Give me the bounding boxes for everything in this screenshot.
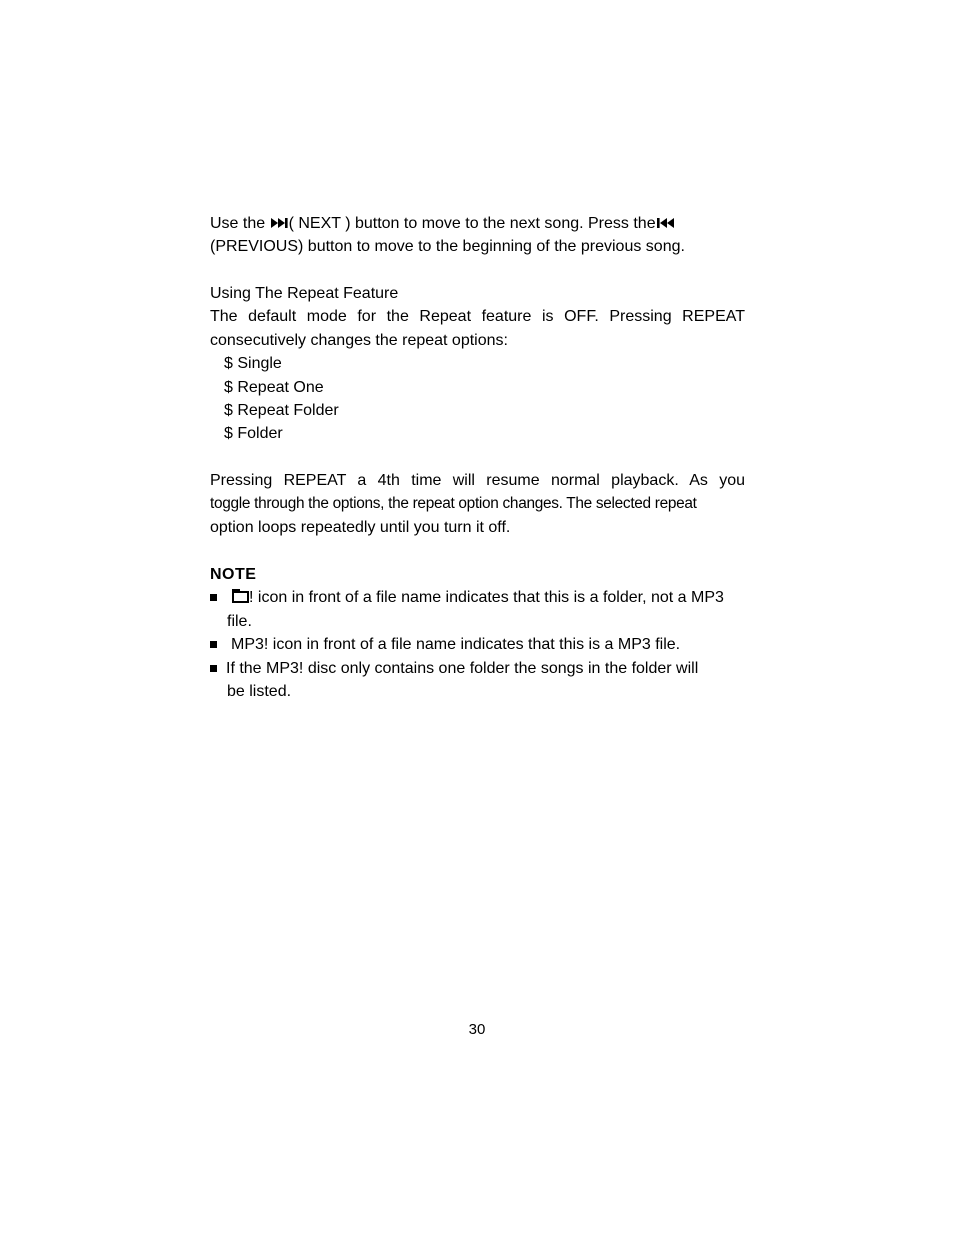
repeat-option-repeat-one: $ Repeat One xyxy=(224,378,324,396)
navigation-text-start: Use the xyxy=(210,215,266,232)
skip-next-icon xyxy=(270,213,289,236)
repeat-section xyxy=(210,282,745,446)
repeat-option-folder: $ Folder xyxy=(224,425,283,443)
resume-line-1: Pressing REPEAT a 4th time will resume normal playback. As you xyxy=(210,472,745,489)
resume-line-2: toggle through the options, the repeat option changes. The selected repeat xyxy=(210,495,697,513)
repeat-line-1: The default mode for the Repeat feature is OFF. Pressing REPEAT xyxy=(210,308,745,326)
repeat-option-repeat-folder: $ Repeat Folder xyxy=(224,401,339,419)
navigation-line-2: (PREVIOUS) button to move to the beginning of the previous song. xyxy=(210,238,685,256)
note-item-mp3 xyxy=(210,633,745,656)
repeat-heading: Using The Repeat Feature xyxy=(210,285,399,302)
navigation-line-1 xyxy=(210,212,745,235)
page-number: 30 xyxy=(468,1021,486,1038)
square-bullet-icon xyxy=(210,641,217,648)
repeat-option-single: $ Single xyxy=(224,355,282,373)
square-bullet-icon xyxy=(210,594,217,601)
resume-line-3: option loops repeatedly until you turn it off. xyxy=(210,518,511,536)
skip-previous-icon xyxy=(656,213,676,236)
note-item-3-text: If the MP3! disc only contains one folder the songs in the folder will xyxy=(226,659,699,677)
note-title: NOTE xyxy=(210,566,257,583)
repeat-line-2: consecutively changes the repeat options: xyxy=(210,331,508,349)
note-item-single-folder xyxy=(210,657,745,704)
note-item-1-text: ! icon in front of a file name indicates that this is a folder, not a MP3 xyxy=(249,589,724,607)
navigation-paragraph xyxy=(210,212,745,259)
folder-icon xyxy=(232,591,249,603)
square-bullet-icon xyxy=(210,665,217,672)
note-item-3-continuation: be listed. xyxy=(227,682,292,700)
note-section xyxy=(210,563,745,703)
navigation-text-next: ( NEXT ) button to move to the next song. Press the xyxy=(288,215,656,232)
note-item-folder xyxy=(210,586,745,633)
note-item-2-text: MP3! icon in front of a file name indicates that this is a MP3 file. xyxy=(231,636,681,654)
resume-paragraph xyxy=(210,469,745,539)
note-item-1-continuation: file. xyxy=(227,612,252,630)
